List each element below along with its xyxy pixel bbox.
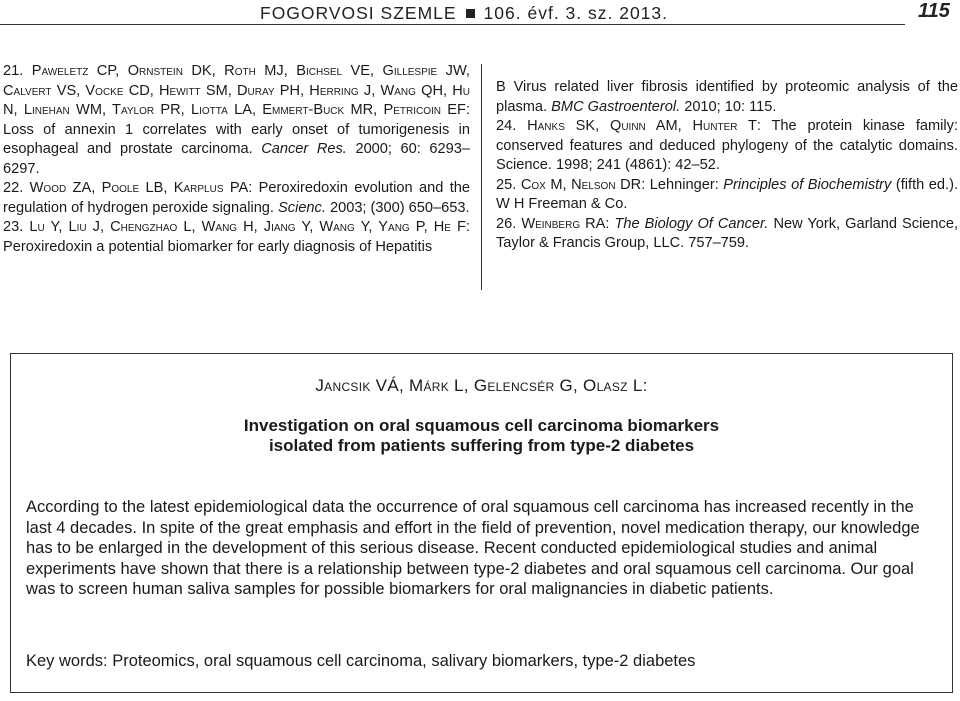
abstract-authors: Jancsik VÁ, Márk L, Gelencsér G, Olasz L: (315, 376, 648, 395)
journal-name: FOGORVOSI SZEMLE (260, 3, 457, 23)
reference-26: 26. Weinberg RA: The Biology Of Cancer. New York, Garland Science, Taylor & Francis Group, LLC. 757–759. (496, 215, 959, 251)
journal-header (260, 3, 668, 24)
references-column-left (3, 62, 470, 257)
page-number: 115 (918, 0, 950, 22)
running-header (0, 0, 960, 30)
reference-25: 25. Cox M, Nelson DR: Lehninger: Principles of Biochemistry (fifth ed.). W H Freeman & Co. (496, 176, 959, 212)
column-divider (481, 64, 482, 290)
references-column-right (496, 78, 958, 254)
abstract-box (10, 353, 953, 693)
abstract-title-line1: Investigation on oral squamous cell carcinoma biomarkers (243, 416, 720, 435)
abstract-body: According to the latest epidemiological data the occurrence of oral squamous cell carcinoma has increased recently in the last 4 decades. In spite of the great emphasis and effort in the field of prevention, novel medication therapy, our knowledge has to be enlarged in the development of this serious disease. Recent conducted epidemiological studies and animal experiments have shown that there is a relationship between type-2 diabetes and oral squamous cell carcinoma. Our goal was to screen human saliva samples for possible biomarkers for oral malignancies in diabetic patients. (26, 498, 920, 598)
reference-23-part2: B Virus related liver fibrosis identified by proteomic analysis of the plasma. BMC Gastroenterol. 2010; 10: 115. (496, 79, 958, 115)
square-bullet-icon (466, 9, 475, 18)
abstract-keywords: Key words: Proteomics, oral squamous cell carcinoma, salivary biomarkers, type-2 diabetes (26, 652, 696, 670)
issue-info: 106. évf. 3. sz. 2013. (483, 3, 669, 23)
reference-23-part1: 23. Lu Y, Liu J, Chengzhao L, Wang H, Jiang Y, Wang Y, Yang P, He F: Peroxiredoxin a potential biomarker for early diagnosis of Hepatitis (3, 219, 470, 255)
abstract-title-line2: isolated from patients suffering from type-2 diabetes (268, 436, 695, 455)
reference-24: 24. Hanks SK, Quinn AM, Hunter T: The protein kinase family: conserved features and deduced phylogeny of the catalytic domains. Science. 1998; 241 (4861): 42–52. (496, 118, 958, 173)
reference-22: 22. Wood ZA, Poole LB, Karplus PA: Peroxiredoxin evolution and the regulation of hydrogen peroxide signaling. Scienc. 2003; (300) 650–653. (3, 180, 471, 216)
reference-21: 21. Paweletz CP, Ornstein DK, Roth MJ, Bichsel VE, Gillespie JW, Calvert VS, Vocke CD, Hewitt SM, Duray PH, Herring J, Wang QH, Hu N, Linehan WM, Taylor PR, Liotta LA, Emmert-Buck MR, Petricoin EF: Loss of annexin 1 correlates with early onset of tumorigenesis in esophageal and prostate carcinoma. Cancer Res. 2000; 60: 6293–6297. (3, 63, 470, 177)
abstract-title (11, 416, 952, 456)
header-rule (0, 24, 905, 25)
